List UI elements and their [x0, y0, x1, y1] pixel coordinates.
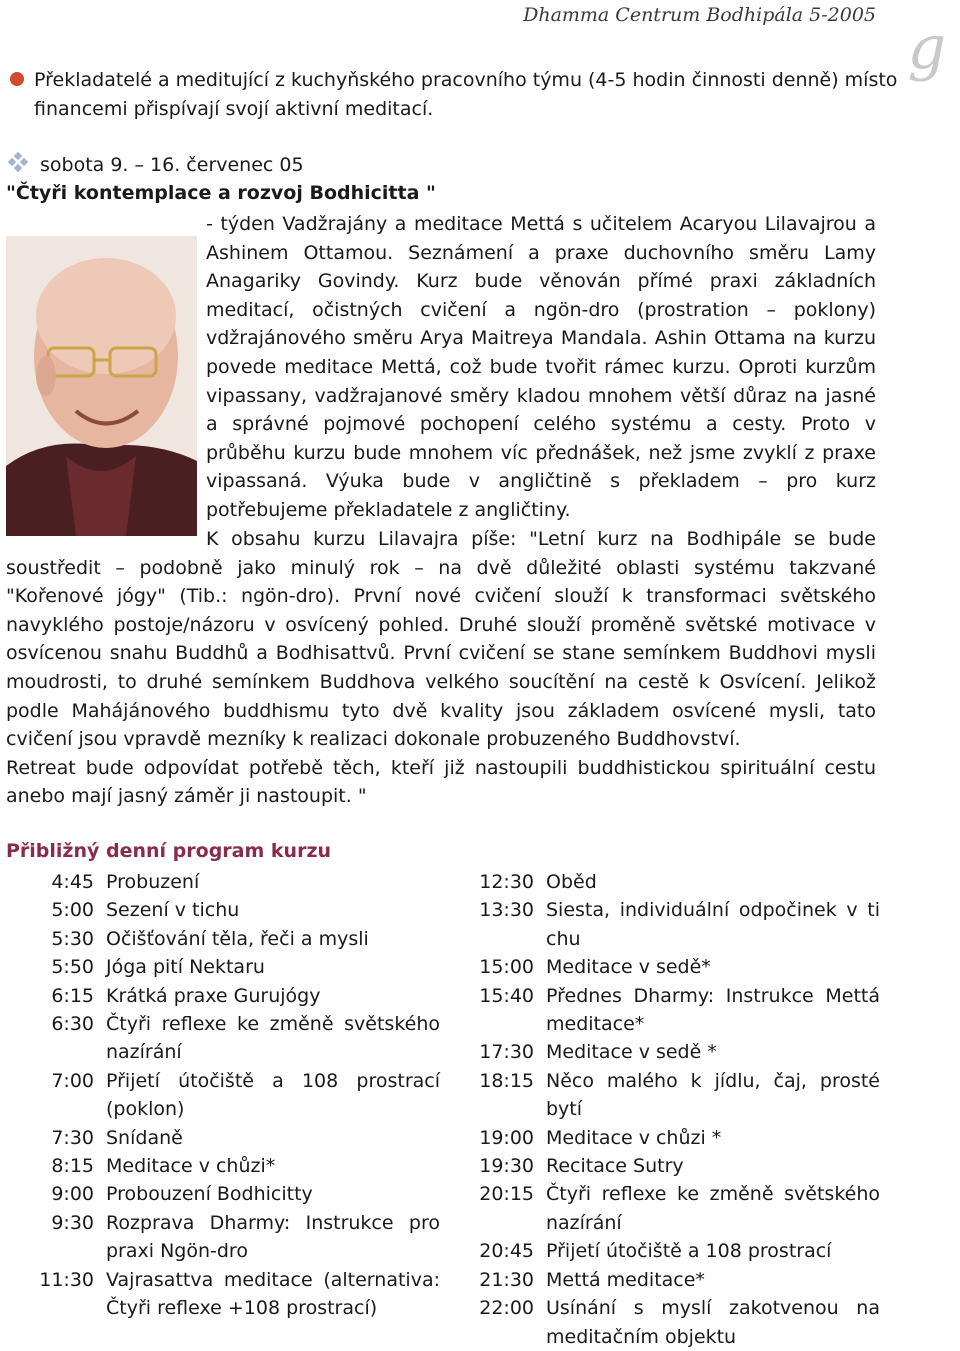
schedule-row	[30, 982, 440, 1010]
schedule-time: 7:30	[51, 1126, 94, 1149]
schedule-activity: Krátká praxe Gurujógy	[106, 984, 321, 1007]
schedule-time: 9:30	[51, 1211, 94, 1234]
schedule-activity: Přijetí útočiště a 108 prostrací (poklon)	[106, 1069, 440, 1121]
schedule-activity: Očišťování těla, řeči a mysli	[106, 927, 369, 950]
schedule-activity: Mettá meditace*	[546, 1268, 705, 1291]
event-body-paragraph: K obsahu kurzu Lilavajra píše: "Letní kurz na Bodhipále se bude soustředit – podobně jako minulý rok – na dvě důležité oblasti systému takzvané "Kořenové jógy" (Tib.: ngön-dro). První nové cvičení slouží k transformaci světského navyklého postoje/názoru v osvícený pohled. Druhé slouží proměně světské motivace v osvícenou snahu Buddhů a Bodhisattvů. První cvičení se stane semínkem Buddhovi mysli moudrosti, to druhé semínkem Buddhova velkého soucítění na cestě k Osvícení. Jelikož podle Mahájánového buddhismu tyto dvě kvality jsou základem osvícené mysli, tato cvičení jsou vpravdě mezníky k realizaci dokonale probuzeného Buddhovství.	[6, 528, 876, 751]
schedule-activity: Přijetí útočiště a 108 prostrací	[546, 1240, 832, 1263]
schedule-activity: Probuzení	[106, 871, 200, 893]
bullet-dot-icon	[10, 72, 24, 86]
event-title: "Čtyři kontemplace a rozvoj Bodhicitta "	[6, 182, 436, 204]
schedule-time: 5:50	[51, 956, 94, 979]
schedule-activity: Přednes Dharmy: Instrukce Mettá meditace*	[546, 984, 880, 1036]
schedule-row	[30, 1067, 440, 1124]
diamond-bullet-icon	[6, 152, 30, 172]
schedule-row	[30, 1180, 440, 1208]
schedule-time: 4:45	[51, 871, 94, 893]
schedule-activity: Usínání s myslí zakotvenou na meditačním objektu	[546, 1297, 880, 1348]
kitchen-team-paragraph: Překladatelé a meditující z kuchyňského pracovního týmu (4-5 hodin činnosti denně) místo financemi přispívají svojí aktivní meditací.	[34, 69, 898, 120]
schedule-row	[30, 1124, 440, 1152]
schedule-activity: Sezení v tichu	[106, 899, 240, 922]
schedule-time: 6:30	[51, 1013, 94, 1036]
schedule-row	[30, 896, 440, 924]
schedule-row	[470, 1038, 880, 1066]
schedule-time: 20:15	[479, 1183, 534, 1206]
schedule-time: 20:45	[479, 1240, 534, 1263]
schedule-activity: Oběd	[546, 871, 597, 893]
schedule-time: 22:00	[479, 1297, 534, 1320]
schedule-activity: Meditace v sedě *	[546, 1041, 717, 1064]
schedule-activity: Meditace v chůzi *	[546, 1126, 722, 1149]
schedule-activity: Recitace Sutry	[546, 1155, 684, 1178]
schedule-row	[30, 1152, 440, 1180]
schedule-row	[470, 1124, 880, 1152]
schedule-activity: Snídaně	[106, 1126, 183, 1149]
schedule-activity: Probouzení Bodhicitty	[106, 1183, 313, 1206]
schedule-time: 19:00	[479, 1126, 534, 1149]
schedule-activity: Vajrasattva meditace (alternativa: Čtyři reflexe +108 prostrací)	[106, 1268, 440, 1320]
schedule-row	[470, 1180, 880, 1237]
schedule-time: 5:00	[51, 899, 94, 922]
schedule-time: 15:40	[479, 984, 534, 1007]
event-date: sobota 9. – 16. červenec 05	[40, 154, 304, 176]
schedule-row	[470, 896, 880, 953]
schedule-row	[470, 1266, 880, 1294]
schedule-activity: Jóga pití Nektaru	[106, 956, 265, 979]
schedule-time: 5:30	[51, 927, 94, 950]
schedule-activity: Rozprava Dharmy: Instrukce pro praxi Ngön-dro	[106, 1211, 440, 1263]
schedule-time: 7:00	[51, 1069, 94, 1092]
schedule-time: 15:00	[479, 956, 534, 979]
schedule-time: 8:15	[51, 1155, 94, 1178]
schedule-row	[470, 1067, 880, 1124]
schedule-activity: Něco malého k jídlu, čaj, prosté bytí	[546, 1069, 880, 1121]
schedule-row	[470, 1237, 880, 1265]
schedule-time: 13:30	[479, 899, 534, 922]
schedule-row	[470, 953, 880, 981]
schedule-activity: Meditace v chůzi*	[106, 1155, 276, 1178]
schedule-row	[470, 1152, 880, 1180]
schedule-row	[30, 1209, 440, 1266]
schedule-activity: Čtyři reflexe ke změně světského nazírání	[106, 1013, 440, 1064]
schedule-time: 6:15	[51, 984, 94, 1007]
schedule-row	[30, 925, 440, 953]
schedule-activity: Siesta, individuální odpočinek v ti chu	[546, 899, 880, 950]
schedule-time: 12:30	[479, 871, 534, 893]
teacher-photo	[6, 236, 197, 536]
event-body-closing: Retreat bude odpovídat potřebě těch, kteří již nastoupili buddhistickou spirituální cestu anebo mají jasný záměr ji nastoupit. "	[6, 756, 876, 808]
schedule-row	[30, 953, 440, 981]
schedule-right-column	[470, 868, 880, 1351]
schedule-time: 9:00	[51, 1183, 94, 1206]
schedule-activity: Meditace v sedě*	[546, 956, 711, 979]
schedule-row	[470, 982, 880, 1039]
schedule-row	[30, 1266, 440, 1323]
schedule-activity: Čtyři reflexe ke změně světského nazírání	[546, 1183, 880, 1234]
schedule-row	[470, 1294, 880, 1351]
schedule-title: Přibližný denní program kurzu	[6, 840, 332, 862]
page-letter: g	[907, 13, 946, 83]
event-intro: - týden Vadžrajány a meditace Mettá s učitelem Acaryou Lilavajrou a Ashinem Ottamou. Seznámení a praxe duchovního směru Lamy Anagariky Govindy. Kurz bude věnován přímé praxi základních meditací, očistných cvičení a ngön-dro (prostration – poklony) vdžrajánového směru Arya Maitreya Mandala. Ashin Ottama na kurzu povede meditace Mettá, což bude tvořit rámec kurzu. Oproti kurzům vipassany, vadžrajanové směry kladou mnohem větší důraz na jasné a správné pojmové pochopení celého systému a cesty. Proto v průběhu kurzu bude mnohem víc přednášek, než jsme zvyklí z praxe vipassaná. Výuka bude v angličtině s překladem – pro kurz potřebujeme překladatele z angličtiny.	[206, 213, 876, 521]
schedule-row	[30, 868, 440, 896]
schedule-time: 19:30	[479, 1155, 534, 1178]
schedule-time: 21:30	[479, 1268, 534, 1291]
event-body	[6, 525, 876, 811]
schedule-left-column	[30, 868, 440, 1323]
schedule-time: 11:30	[39, 1268, 94, 1291]
schedule-time: 18:15	[479, 1069, 534, 1092]
schedule-time: 17:30	[479, 1041, 534, 1064]
schedule-row	[30, 1010, 440, 1067]
schedule-row	[470, 868, 880, 896]
running-header: Dhamma Centrum Bodhipála 5-2005	[523, 4, 876, 26]
